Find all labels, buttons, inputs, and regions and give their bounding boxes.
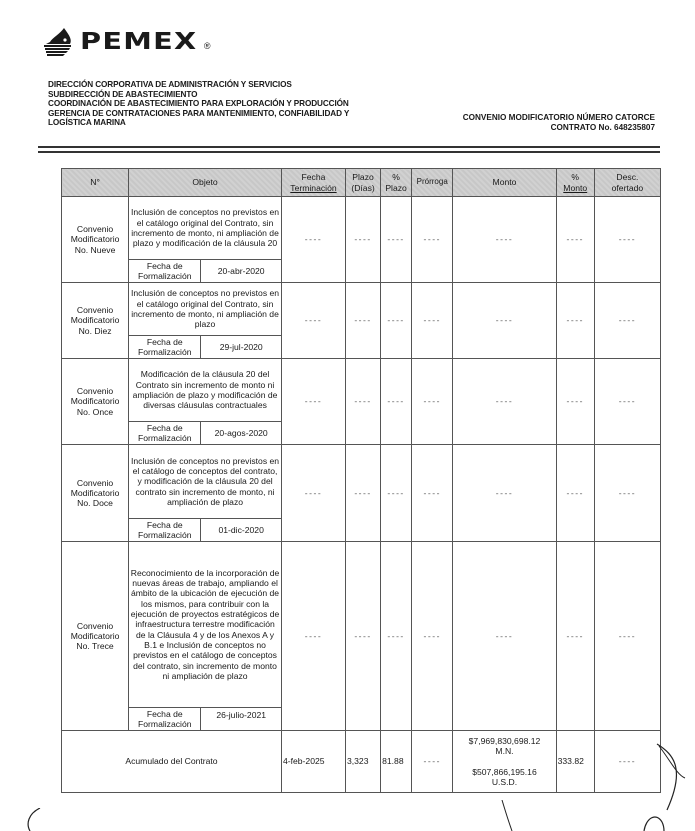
desc-ofertado: ---- — [594, 445, 660, 542]
pct-monto: ---- — [556, 542, 594, 731]
monto: ---- — [453, 197, 556, 283]
objeto-text: Reconocimiento de la incorporación de nuevas áreas de trabajo, ampliando el ámbito de la ubicación de ejecución de los mismos, para contribuir con la ejecución de proyectos estratégicos de infraestructura terrestre modificación de la Cláusula 4 y de los Anexos A y B.1 e Inclusión de conceptos no previstos en el catálogo de conceptos del contrato, sin incremento de monto ni ampliación de plazo — [129, 542, 282, 708]
monto-mn-unit: M.N. — [495, 746, 514, 757]
header-divider-bottom — [38, 151, 660, 153]
table-row — [62, 283, 661, 336]
total-fecha-terminacion: 4-feb-2025 — [281, 731, 345, 793]
convenio-title: CONVENIO MODIFICATORIO NÚMERO CATORCE — [462, 113, 655, 122]
desc-ofertado: ---- — [594, 197, 660, 283]
col-header-n: N° — [62, 169, 129, 197]
dept-line: COORDINACIÓN DE ABASTECIMIENTO PARA EXPLORACIÓN Y PRODUCCIÓN — [48, 99, 349, 109]
pct-plazo: ---- — [381, 197, 412, 283]
pct-plazo: ---- — [381, 359, 412, 445]
table-row — [62, 445, 661, 519]
total-plazo-dias: 3,323 — [345, 731, 380, 793]
fecha-formalizacion-label: Fecha de Formalización — [129, 519, 201, 542]
fecha-formalizacion-label: Fecha de Formalización — [129, 260, 201, 283]
convenio-number: Convenio Modificatorio No. Trece — [62, 542, 129, 731]
dept-line: LOGÍSTICA MARINA — [48, 118, 126, 128]
col-header-pct-monto: % Monto — [556, 169, 594, 197]
objeto-text: Inclusión de conceptos no previstos en el catálogo original del Contrato, sin incremento de monto, ni ampliación de plazo — [129, 283, 282, 336]
prorroga: ---- — [412, 283, 453, 359]
fecha-terminacion: ---- — [281, 197, 345, 283]
col-header-fecha-terminacion: Fecha Terminación — [281, 169, 345, 197]
dept-line: SUBDIRECCIÓN DE ABASTECIMIENTO — [48, 89, 198, 99]
fecha-formalizacion-label: Fecha de Formalización — [129, 422, 201, 445]
prorroga: ---- — [412, 445, 453, 542]
registered-mark: ® — [203, 41, 211, 51]
desc-ofertado: ---- — [594, 283, 660, 359]
fecha-formalizacion-value: 26-julio-2021 — [201, 708, 282, 731]
total-pct-plazo: 81.88 — [381, 731, 412, 793]
monto-mn: $7,969,830,698.12 — [468, 735, 541, 746]
convenio-number: Convenio Modificatorio No. Nueve — [62, 197, 129, 283]
pct-plazo: ---- — [381, 542, 412, 731]
pemex-logo — [44, 28, 211, 56]
monto-usd-unit: U.S.D. — [491, 776, 518, 787]
total-row — [62, 731, 661, 793]
fecha-formalizacion-value: 20-agos-2020 — [201, 422, 282, 445]
pct-monto: ---- — [556, 197, 594, 283]
convenio-number: Convenio Modificatorio No. Diez — [62, 283, 129, 359]
fecha-terminacion: ---- — [281, 359, 345, 445]
total-monto — [453, 731, 556, 793]
header-divider-top — [38, 146, 660, 148]
fecha-formalizacion-label: Fecha de Formalización — [129, 708, 201, 731]
plazo: ---- — [345, 197, 380, 283]
fecha-terminacion: ---- — [281, 283, 345, 359]
monto: ---- — [453, 283, 556, 359]
col-header-plazo: Plazo (Días) — [345, 169, 380, 197]
signature-mark-center — [500, 800, 520, 831]
monto: ---- — [453, 359, 556, 445]
total-prorroga: ---- — [412, 731, 453, 793]
col-header-monto: Monto — [453, 169, 556, 197]
prorroga: ---- — [412, 197, 453, 283]
convenio-number: Convenio Modificatorio No. Doce — [62, 445, 129, 542]
pct-plazo: ---- — [381, 283, 412, 359]
department-heading — [48, 80, 349, 128]
plazo: ---- — [345, 542, 380, 731]
signature-mark-bottom — [640, 812, 670, 831]
total-pct-monto: 333.82 — [556, 731, 594, 793]
prorroga: ---- — [412, 542, 453, 731]
col-header-pct-plazo: % Plazo — [381, 169, 412, 197]
pct-monto: ---- — [556, 283, 594, 359]
col-header-desc-ofertado: Desc. ofertado — [594, 169, 660, 197]
contract-number: CONTRATO No. 648235807 — [550, 123, 655, 132]
table-row — [62, 359, 661, 422]
convenios-table — [61, 168, 661, 793]
dept-line: DIRECCIÓN CORPORATIVA DE ADMINISTRACIÓN Y SERVICIOS — [48, 80, 292, 89]
fecha-formalizacion-value: 29-jul-2020 — [201, 336, 282, 359]
pemex-eagle-icon — [44, 28, 74, 56]
plazo: ---- — [345, 445, 380, 542]
plazo: ---- — [345, 359, 380, 445]
total-desc-ofertado: ---- — [594, 731, 660, 793]
desc-ofertado: ---- — [594, 359, 660, 445]
fecha-terminacion: ---- — [281, 542, 345, 731]
pct-plazo: ---- — [381, 445, 412, 542]
table-row — [62, 542, 661, 708]
logo-wordmark: PEMEX — [80, 29, 198, 55]
desc-ofertado: ---- — [594, 542, 660, 731]
fecha-formalizacion-label: Fecha de Formalización — [129, 336, 201, 359]
dept-line: GERENCIA DE CONTRATACIONES PARA MANTENIMIENTO, CONFIABILIDAD Y — [48, 108, 350, 118]
fecha-terminacion: ---- — [281, 445, 345, 542]
plazo: ---- — [345, 283, 380, 359]
pct-monto: ---- — [556, 445, 594, 542]
table-row — [62, 197, 661, 260]
contract-heading — [463, 113, 655, 133]
objeto-text: Inclusión de conceptos no previstos en el catálogo de conceptos del contrato, y modificación de la cláusula 20 del contrato sin incremento de monto, ni ampliación de plazo — [129, 445, 282, 519]
col-header-objeto: Objeto — [129, 169, 282, 197]
fecha-formalizacion-value: 01-dic-2020 — [201, 519, 282, 542]
signature-mark-left — [24, 808, 44, 831]
monto: ---- — [453, 445, 556, 542]
objeto-text: Modificación de la cláusula 20 del Contrato sin incremento de monto ni ampliación de plazo y modificación de diversas cláusulas contractuales — [129, 359, 282, 422]
col-header-prorroga: Prórroga — [412, 169, 453, 197]
pct-monto: ---- — [556, 359, 594, 445]
total-label: Acumulado del Contrato — [62, 731, 282, 793]
objeto-text: Inclusión de conceptos no previstos en el catálogo original del Contrato, sin incremento de monto, ni ampliación de plazo y modificación de la cláusula 20 — [129, 197, 282, 260]
signature-mark-right — [655, 740, 695, 820]
convenio-number: Convenio Modificatorio No. Once — [62, 359, 129, 445]
fecha-formalizacion-value: 20-abr-2020 — [201, 260, 282, 283]
prorroga: ---- — [412, 359, 453, 445]
table-header-row — [62, 169, 661, 197]
monto: ---- — [453, 542, 556, 731]
monto-usd: $507,866,195.16 — [472, 766, 537, 777]
